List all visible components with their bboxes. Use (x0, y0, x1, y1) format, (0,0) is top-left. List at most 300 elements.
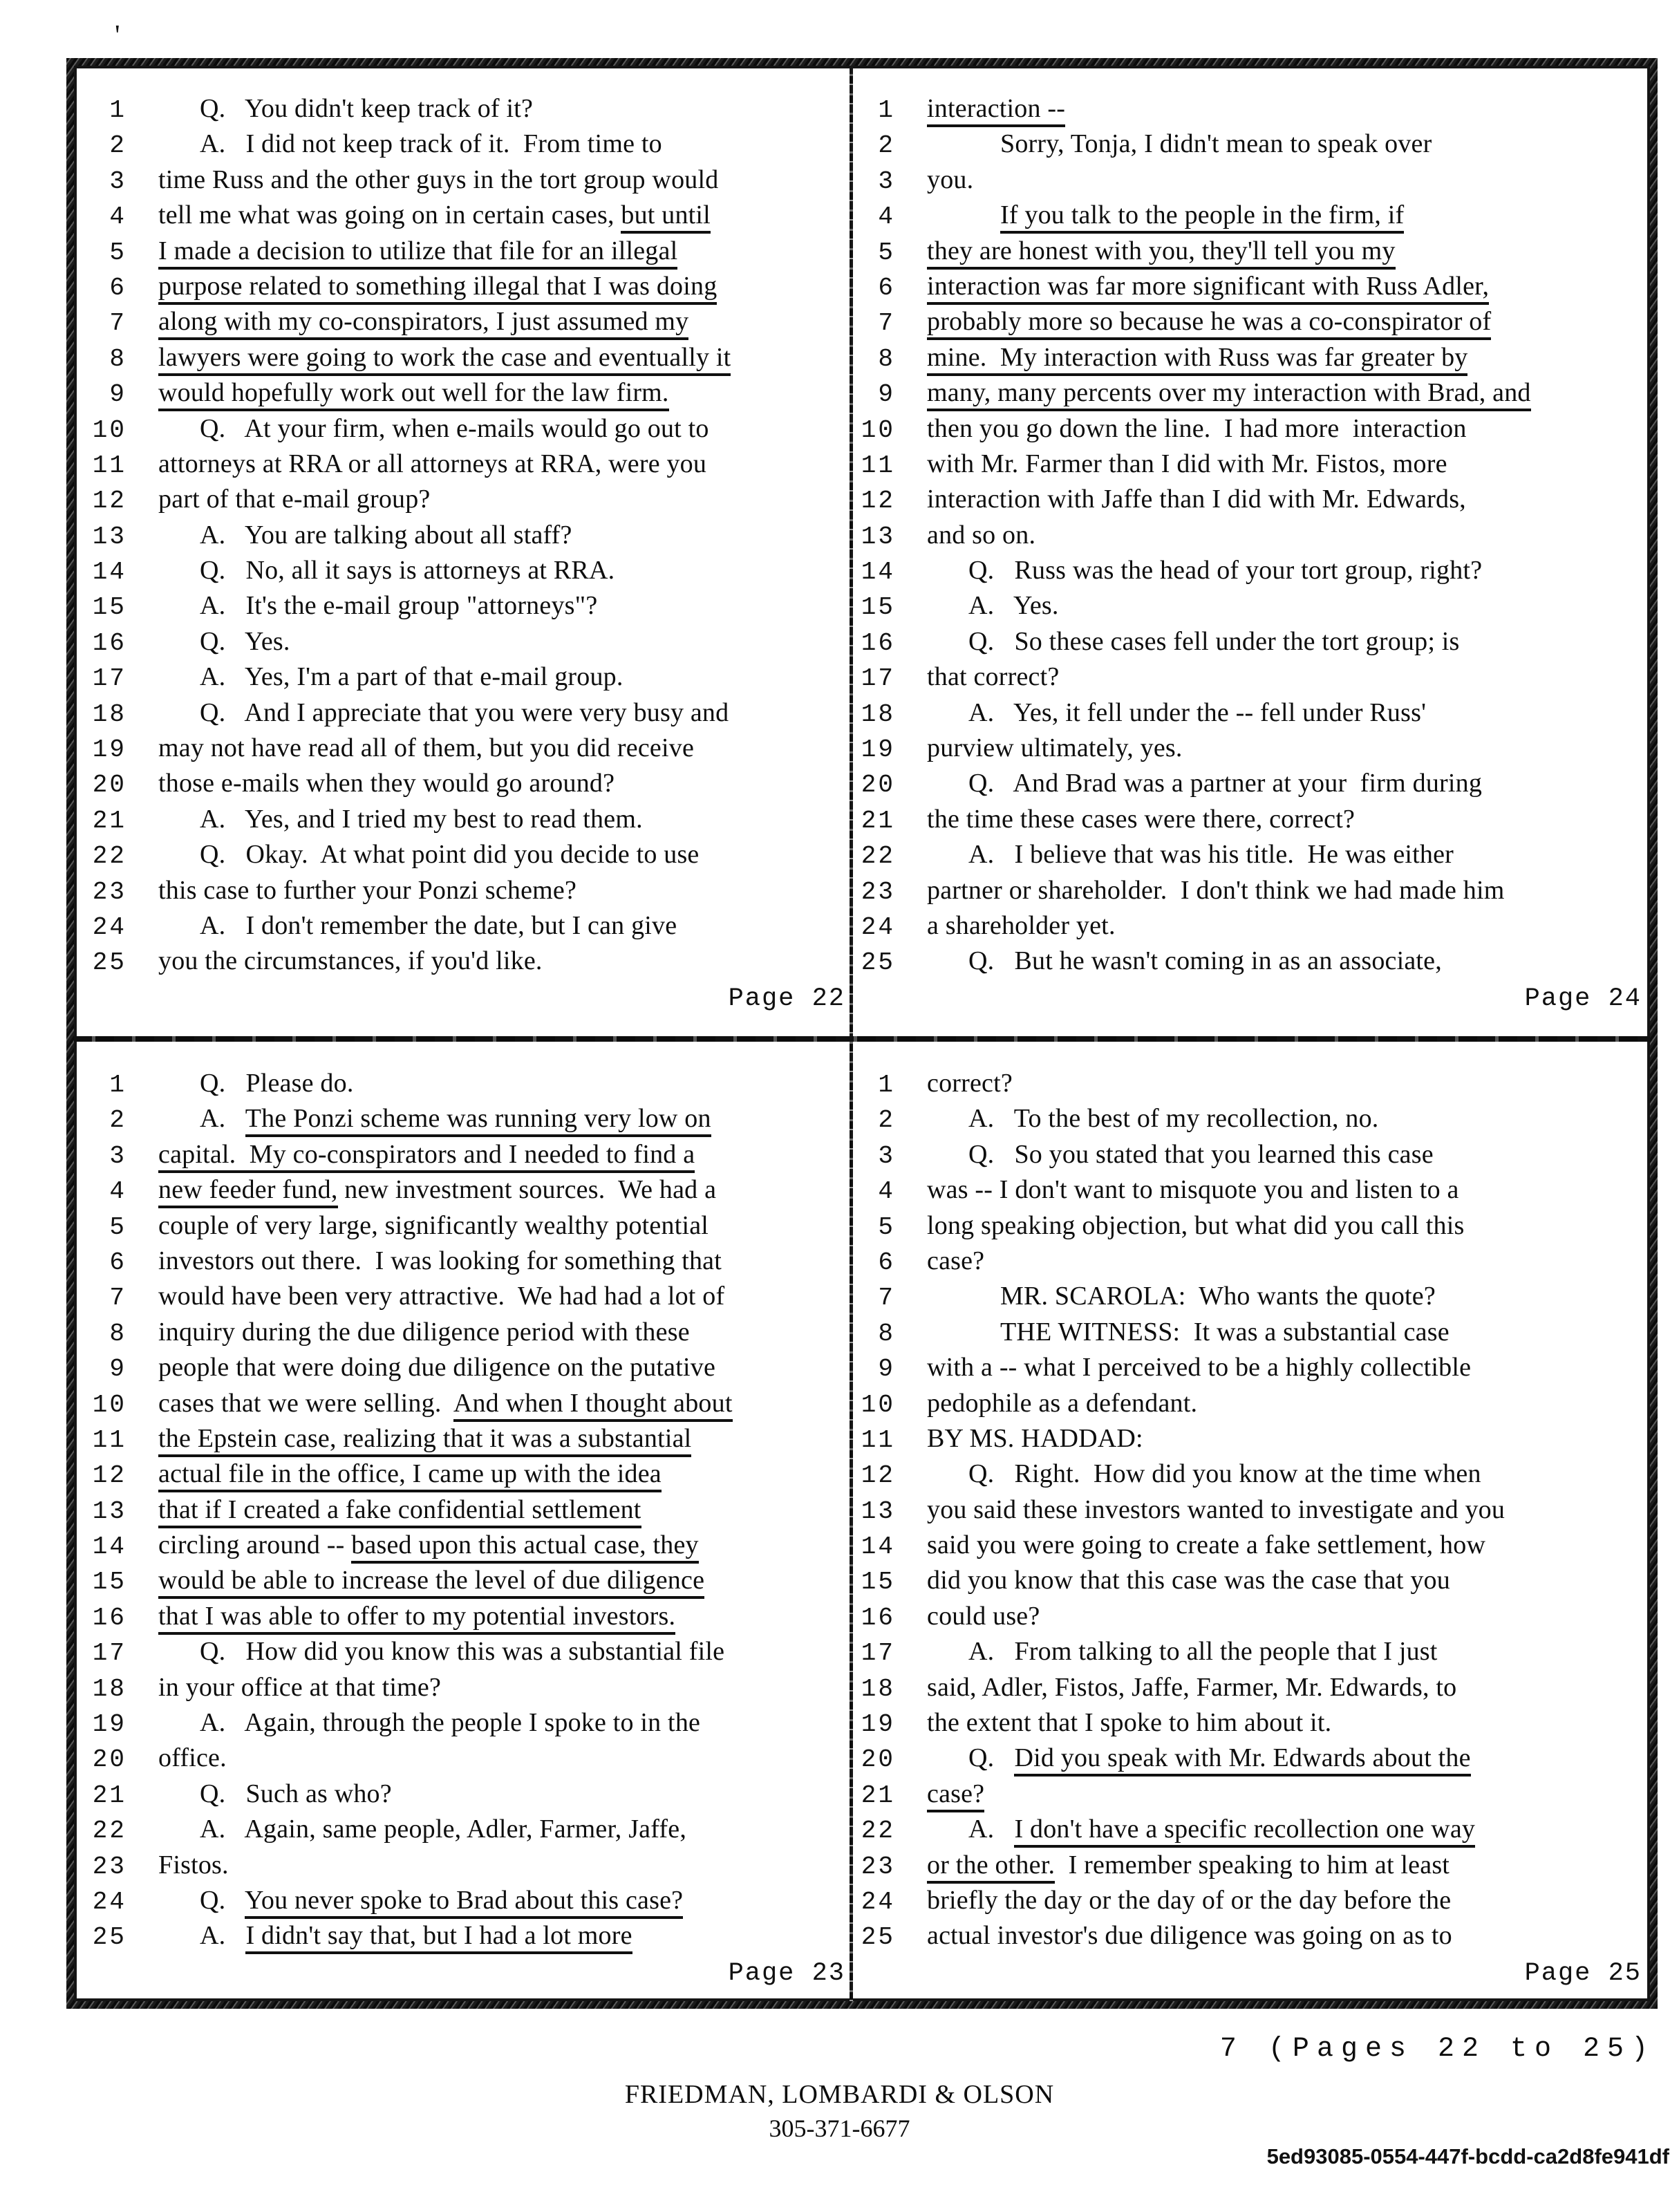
line-text (968, 626, 1460, 657)
transcript-line (852, 1459, 1644, 1494)
line-number: 21 (92, 1781, 126, 1810)
transcript-lines (852, 1068, 1644, 1956)
line-number: 18 (92, 700, 126, 729)
underlined-text: If you talk to the people in the firm, if (1000, 200, 1404, 234)
transcript-line (84, 165, 848, 200)
line-number: 6 (109, 273, 126, 302)
line-text (158, 1743, 227, 1773)
line-number: 17 (92, 1639, 126, 1668)
underlined-text: I made a decision to utilize that file for an illegal (158, 236, 677, 270)
line-number: 19 (92, 1710, 126, 1739)
transcript-line (852, 1814, 1644, 1849)
line-text (158, 200, 711, 230)
line-text (968, 1636, 1438, 1667)
line-text (927, 271, 1489, 301)
line-number: 15 (861, 1568, 895, 1597)
line-number: 22 (861, 1817, 895, 1846)
line-number: 25 (92, 948, 126, 977)
text-segment: would have been very attractive. We had had a lot of (158, 1282, 725, 1311)
line-number: 17 (92, 664, 126, 693)
underlined-text: would hopefully work out well for the law firm. (158, 378, 669, 411)
line-number: 5 (878, 238, 895, 267)
line-text (200, 804, 643, 834)
line-text (158, 1139, 695, 1170)
text-segment: I remember speaking to him at least (1055, 1850, 1450, 1880)
transcript-line (852, 662, 1644, 697)
line-number: 12 (861, 487, 895, 516)
transcript-line (84, 662, 848, 697)
line-text (158, 733, 694, 763)
line-number: 23 (861, 1852, 895, 1881)
transcript-line (852, 555, 1644, 590)
line-text (200, 555, 615, 585)
text-segment: Q. So you stated that you learned this case (968, 1139, 1434, 1169)
text-segment: cases that we were selling. (158, 1388, 453, 1418)
line-number: 20 (92, 1745, 126, 1774)
line-text (200, 590, 597, 621)
text-segment: then you go down the line. I had more interaction (927, 413, 1467, 443)
transcript-line (852, 839, 1644, 874)
line-text (200, 1707, 700, 1738)
underlined-text: or the other. (927, 1850, 1055, 1884)
line-number: 11 (92, 1425, 126, 1454)
line-text (968, 839, 1454, 870)
underlined-text: based upon this actual case, they (351, 1530, 699, 1564)
transcript-line (84, 768, 848, 803)
transcript-line (852, 768, 1644, 803)
line-number: 12 (861, 1461, 895, 1490)
line-text (200, 1103, 711, 1134)
transcript-line (84, 875, 848, 910)
transcript-line (852, 129, 1644, 164)
transcript-line (84, 520, 848, 555)
text-segment: MR. SCAROLA: Who wants the quote? (1000, 1282, 1436, 1311)
line-text (158, 165, 718, 195)
line-text (927, 93, 1065, 124)
line-number: 9 (109, 380, 126, 409)
text-segment: circling around -- (158, 1530, 352, 1560)
text-segment: with Mr. Farmer than I did with Mr. Fistos, more (927, 449, 1447, 478)
page-label: Page 25 (1524, 1958, 1642, 1988)
line-number: 24 (861, 912, 895, 941)
line-text (927, 1707, 1331, 1738)
line-number: 6 (109, 1248, 126, 1277)
line-number: 23 (861, 877, 895, 906)
transcript-line (84, 1530, 848, 1565)
line-number: 9 (878, 380, 895, 409)
line-number: 19 (92, 735, 126, 765)
underlined-text: that I was able to offer to my potential investors. (158, 1602, 675, 1635)
transcript-line (84, 1636, 848, 1671)
line-text (927, 1246, 984, 1276)
line-text (158, 1352, 715, 1382)
text-segment: Q. And I appreciate that you were very busy and (200, 697, 729, 727)
text-segment: Q. How did you know this was a substantial file (200, 1637, 725, 1667)
line-text (968, 1103, 1379, 1134)
line-number: 14 (861, 558, 895, 587)
line-text (968, 768, 1482, 798)
transcript-line (852, 1317, 1644, 1352)
line-text (927, 1352, 1471, 1382)
text-segment: part of that e-mail group? (158, 485, 431, 514)
line-number: 11 (861, 451, 895, 480)
text-segment: the time these cases were there, correct? (927, 804, 1356, 834)
transcript-line (852, 200, 1644, 235)
text-segment: A. Yes, it fell under the -- fell under Russ' (968, 697, 1427, 727)
transcript-line (852, 804, 1644, 839)
transcript-line (852, 1636, 1644, 1671)
line-number: 16 (92, 628, 126, 657)
line-number: 21 (861, 1781, 895, 1810)
line-number: 2 (109, 1106, 126, 1135)
text-segment: couple of very large, significantly wealthy potential (158, 1210, 709, 1240)
text-segment: interaction with Jaffe than I did with Mr. Edwards, (927, 485, 1466, 514)
page-label: Page 23 (728, 1958, 845, 1988)
court-reporter-firm: FRIEDMAN, LOMBARDI & OLSON (624, 2080, 1055, 2109)
line-number: 23 (92, 877, 126, 906)
line-number: 14 (92, 1533, 126, 1562)
line-number: 22 (92, 1817, 126, 1846)
transcript-line (852, 1423, 1644, 1459)
transcript-line (852, 590, 1644, 626)
line-number: 17 (861, 1639, 895, 1668)
transcript-line (852, 1388, 1644, 1423)
text-segment: correct? (927, 1069, 1013, 1098)
text-segment: and so on. (927, 520, 1036, 550)
text-segment: purview ultimately, yes. (927, 733, 1183, 763)
line-text (200, 697, 729, 728)
underlined-text: The Ponzi scheme was running very low on (245, 1104, 711, 1137)
line-text (158, 1317, 690, 1347)
line-number: 21 (92, 806, 126, 835)
transcript-lines (852, 93, 1644, 982)
text-segment: actual investor's due diligence was going on as to (927, 1921, 1452, 1951)
transcript-line (852, 1352, 1644, 1387)
text-segment: case? (927, 1246, 985, 1275)
text-segment: new investment sources. We had a (337, 1175, 717, 1205)
line-number: 8 (109, 1319, 126, 1348)
quadrant-page-22 (84, 93, 848, 1013)
line-number: 11 (861, 1425, 895, 1454)
text-segment: A. Yes. (968, 591, 1059, 621)
line-number: 6 (878, 273, 895, 302)
underlined-text: I don't have a specific recollection one way (1014, 1815, 1475, 1848)
transcript-line (852, 236, 1644, 271)
text-segment: you said these investors wanted to investigate and you (927, 1494, 1506, 1524)
text-segment: people that were doing due diligence on the putative (158, 1353, 716, 1382)
line-text (927, 306, 1491, 337)
line-text (927, 910, 1116, 941)
transcript-line (84, 1779, 848, 1814)
transcript-line (852, 1743, 1644, 1778)
transcript-line (84, 1601, 848, 1636)
transcript-line (84, 1459, 848, 1494)
line-number: 18 (861, 1674, 895, 1703)
line-text (158, 271, 717, 301)
line-text (200, 129, 662, 159)
text-segment: partner or shareholder. I don't think we had made him (927, 875, 1505, 905)
transcript-line (84, 1850, 848, 1885)
text-segment: Q. And Brad was a partner at your firm during (968, 769, 1483, 798)
line-text (927, 342, 1467, 373)
line-text (200, 1068, 354, 1098)
transcript-line (84, 1317, 848, 1352)
line-number: 23 (92, 1852, 126, 1881)
line-number: 12 (92, 1461, 126, 1490)
line-number: 4 (878, 1177, 895, 1206)
text-segment: A. Yes, I'm a part of that e-mail group. (200, 662, 623, 692)
transcript-line (84, 1885, 848, 1920)
text-segment: Q. You didn't keep track of it? (200, 94, 534, 123)
transcript-line (852, 413, 1644, 449)
page-label: Page 24 (1524, 984, 1642, 1013)
line-number: 11 (92, 451, 126, 480)
line-text (200, 93, 533, 124)
transcript-line (852, 1494, 1644, 1530)
transcript-line (852, 165, 1644, 200)
transcript-line (852, 626, 1644, 662)
text-segment: Q. Russ was the head of your tort group, right? (968, 556, 1483, 585)
underlined-text: interaction was far more significant with Russ Adler, (927, 272, 1489, 305)
line-text (158, 377, 669, 408)
transcript-line (852, 1672, 1644, 1707)
line-number: 25 (861, 948, 895, 977)
line-text (158, 1672, 441, 1703)
transcript-line (84, 1565, 848, 1600)
underlined-text: You never spoke to Brad about this case? (245, 1886, 683, 1919)
transcript-line (84, 1068, 848, 1103)
line-text (927, 377, 1531, 408)
line-text (158, 1423, 691, 1454)
transcript-line (84, 1920, 848, 1956)
line-number: 24 (861, 1887, 895, 1916)
transcript-line (852, 484, 1644, 519)
line-number: 3 (878, 167, 895, 196)
transcript-line (84, 1814, 848, 1849)
line-text (200, 662, 623, 692)
text-segment: with a -- what I perceived to be a highly collectible (927, 1353, 1472, 1382)
transcript-line (852, 1530, 1644, 1565)
line-text (927, 1601, 1040, 1631)
transcript-line (84, 804, 848, 839)
text-segment: you. (927, 165, 974, 194)
line-number: 3 (109, 1141, 126, 1170)
line-text (927, 1565, 1450, 1595)
transcript-line (852, 449, 1644, 484)
transcript-line (852, 1779, 1644, 1814)
text-segment: Q. (968, 1743, 1015, 1773)
underlined-text: mine. My interaction with Russ was far greater by (927, 343, 1467, 376)
line-number: 20 (861, 771, 895, 800)
line-number: 13 (92, 522, 126, 551)
text-segment: this case to further your Ponzi scheme? (158, 875, 577, 905)
folio-page-range: 7 (Pages 22 to 25) (1219, 2034, 1655, 2065)
transcript-line (852, 733, 1644, 768)
line-number: 15 (861, 593, 895, 622)
transcript-line (84, 1281, 848, 1316)
transcript-line (852, 271, 1644, 306)
transcript-line (852, 1565, 1644, 1600)
line-text (158, 1850, 229, 1880)
text-segment: investors out there. I was looking for something that (158, 1246, 722, 1275)
text-segment: Q. Right. How did you know at the time when (968, 1459, 1481, 1489)
line-text (927, 1885, 1451, 1915)
line-text (968, 697, 1426, 728)
transcript-line (84, 200, 848, 235)
underlined-text: lawyers were going to work the case and eventually it (158, 343, 731, 376)
line-number: 3 (878, 1141, 895, 1170)
transcript-border-frame (66, 58, 1658, 2009)
underlined-text: I didn't say that, but I had a lot more (245, 1921, 632, 1954)
line-text (927, 875, 1504, 906)
line-text (927, 1174, 1459, 1205)
line-text (927, 1920, 1452, 1951)
line-number: 25 (92, 1923, 126, 1952)
line-number: 8 (878, 344, 895, 373)
line-number: 25 (861, 1923, 895, 1952)
line-text (1000, 200, 1404, 230)
underlined-text: but until (621, 200, 711, 234)
transcript-line (84, 1388, 848, 1423)
transcript-line (84, 1672, 848, 1707)
line-number: 1 (109, 96, 126, 124)
transcript-line (84, 626, 848, 662)
line-number: 8 (109, 344, 126, 373)
line-number: 4 (878, 203, 895, 232)
line-number: 2 (109, 131, 126, 160)
underlined-text: interaction -- (927, 94, 1065, 127)
line-text (968, 555, 1482, 585)
line-number: 20 (92, 771, 126, 800)
underlined-text: many, many percents over my interaction with Brad, and (927, 378, 1531, 411)
line-text (158, 236, 677, 266)
transcript-line (84, 1174, 848, 1210)
line-number: 10 (861, 1390, 895, 1419)
transcript-line (852, 697, 1644, 733)
underlined-text: new feeder fund, (158, 1175, 338, 1208)
line-number: 18 (92, 1674, 126, 1703)
line-number: 15 (92, 1568, 126, 1597)
line-text (927, 165, 973, 195)
line-number: 7 (109, 1284, 126, 1313)
transcript-line (84, 306, 848, 341)
line-number: 4 (109, 1177, 126, 1206)
line-text (927, 484, 1466, 514)
underlined-text: And when I thought about (453, 1389, 733, 1422)
line-text (158, 1601, 675, 1631)
transcript-line (84, 697, 848, 733)
line-number: 2 (878, 131, 895, 160)
line-text (927, 1068, 1013, 1098)
text-segment: A. It's the e-mail group "attorneys"? (200, 591, 598, 621)
text-segment: A. I don't remember the date, but I can give (200, 910, 677, 940)
line-number: 18 (861, 700, 895, 729)
line-number: 16 (861, 628, 895, 657)
text-segment: the extent that I spoke to him about it. (927, 1708, 1332, 1738)
transcript-line (84, 342, 848, 377)
text-segment: A. You are talking about all staff? (200, 520, 572, 550)
underlined-text: that if I created a fake confidential settlement (158, 1495, 641, 1528)
transcript-line (84, 1210, 848, 1246)
text-segment: A. (968, 1815, 1015, 1844)
transcript-line (852, 342, 1644, 377)
transcript-line (852, 1920, 1644, 1956)
transcript-line (852, 377, 1644, 413)
transcript-line (852, 910, 1644, 946)
line-text (200, 1885, 683, 1915)
text-segment: Q. Such as who? (200, 1779, 392, 1808)
transcript-line (852, 1281, 1644, 1316)
row-divider-line (74, 1036, 1650, 1042)
page-label: Page 22 (728, 984, 845, 1013)
line-text (158, 342, 731, 373)
transcript-line (84, 1352, 848, 1387)
line-number: 13 (92, 1497, 126, 1526)
line-text (927, 413, 1467, 444)
line-text (200, 413, 709, 444)
line-text (927, 236, 1396, 266)
line-text (158, 1388, 733, 1418)
text-segment: inquiry during the due diligence period with these (158, 1317, 690, 1347)
transcript-line (84, 1743, 848, 1778)
line-text (158, 1174, 716, 1205)
text-segment: long speaking objection, but what did you call this (927, 1210, 1465, 1240)
text-segment: A. (200, 1921, 246, 1951)
line-text (927, 520, 1035, 550)
text-segment: said, Adler, Fistos, Jaffe, Farmer, Mr. Edwards, to (927, 1672, 1457, 1702)
quadrant-page-25 (852, 1068, 1644, 1988)
text-segment: Sorry, Tonja, I didn't mean to speak over (1000, 129, 1432, 159)
transcript-line (852, 1174, 1644, 1210)
transcript-line (84, 377, 848, 413)
transcript-line (852, 1707, 1644, 1743)
transcript-line (852, 1850, 1644, 1885)
quadrant-page-24 (852, 93, 1644, 1013)
line-text (158, 306, 688, 337)
line-number: 15 (92, 593, 126, 622)
line-number: 6 (878, 1248, 895, 1277)
line-number: 21 (861, 806, 895, 835)
line-number: 22 (92, 842, 126, 871)
line-text (1000, 1317, 1450, 1347)
line-text (200, 626, 290, 657)
line-number: 9 (878, 1355, 895, 1384)
line-text (968, 1459, 1481, 1489)
line-text (1000, 129, 1432, 159)
line-text (200, 910, 677, 941)
transcript-line (84, 413, 848, 449)
transcript-line (852, 520, 1644, 555)
line-text (200, 1920, 632, 1951)
scan-noise-mark: ' (115, 20, 120, 52)
line-text (927, 733, 1183, 763)
text-segment: those e-mails when they would go around? (158, 769, 615, 798)
transcript-line (84, 733, 848, 768)
text-segment: Q. No, all it says is attorneys at RRA. (200, 556, 615, 585)
text-segment: A. Again, through the people I spoke to in the (200, 1708, 701, 1738)
text-segment: that correct? (927, 662, 1060, 692)
line-text (927, 662, 1059, 692)
line-number: 1 (878, 96, 895, 124)
text-segment: A. I believe that was his title. He was either (968, 840, 1454, 870)
line-number: 1 (878, 1071, 895, 1099)
transcript-line (852, 875, 1644, 910)
text-segment: a shareholder yet. (927, 910, 1116, 940)
line-text (158, 449, 706, 479)
text-segment: may not have read all of them, but you did receive (158, 733, 695, 763)
line-number: 13 (861, 1497, 895, 1526)
transcript-line (84, 1139, 848, 1174)
